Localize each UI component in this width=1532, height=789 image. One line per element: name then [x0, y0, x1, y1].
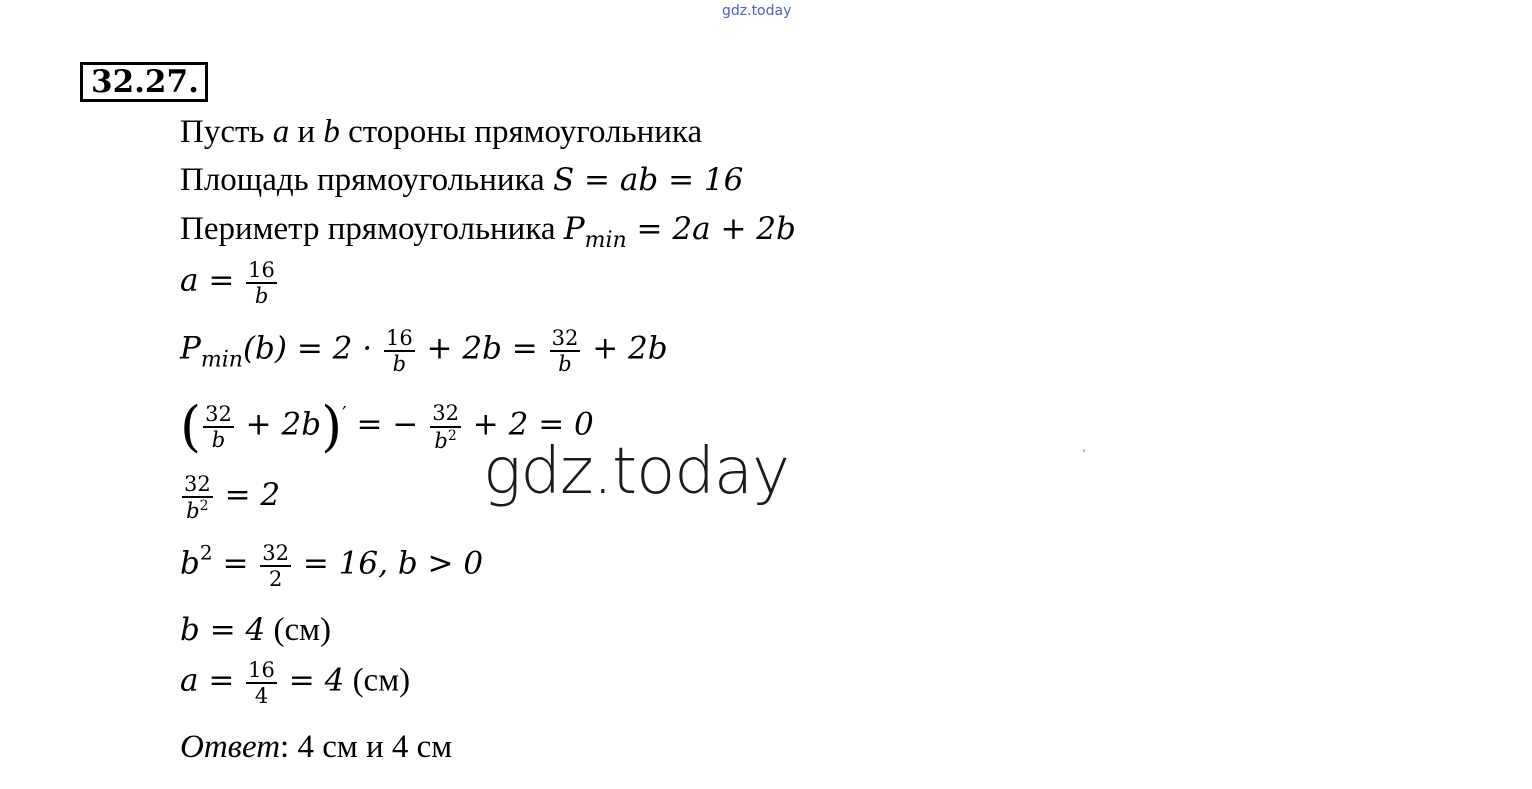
numerator: 16 — [385, 326, 413, 350]
problem-number: 32.27. — [80, 62, 208, 102]
answer-label: Ответ — [180, 729, 281, 765]
equals: = — [198, 262, 245, 299]
text: стороны прямоугольника — [339, 114, 703, 150]
formula: = 16, b > 0 — [293, 545, 484, 582]
numerator: 16 — [248, 258, 275, 282]
line-5 — [180, 326, 668, 376]
answer-text: : 4 см и 4 см — [280, 729, 453, 765]
numerator: 32 — [205, 401, 232, 426]
left-paren: ( — [180, 395, 202, 458]
numerator: 32 — [184, 472, 211, 496]
denominator: b — [550, 350, 581, 376]
formula: = 4 — [278, 662, 345, 699]
fraction — [430, 401, 461, 452]
formula: b = 4 — [180, 612, 266, 648]
formula: S = ab = 16 — [552, 162, 744, 198]
text: Периметр прямоугольника — [180, 211, 564, 247]
line-1 — [180, 116, 702, 149]
fraction — [246, 258, 277, 308]
formula: = — [212, 545, 259, 582]
denominator: b — [384, 350, 415, 376]
unit: (см) — [265, 612, 332, 648]
unit: (см) — [344, 662, 411, 699]
line-4 — [180, 258, 279, 308]
den-exponent: 2 — [199, 498, 209, 515]
watermark-top: gdz.today — [722, 3, 792, 19]
formula: = − — [346, 406, 429, 443]
line-7 — [180, 472, 280, 523]
numerator: 32 — [432, 401, 459, 426]
line-2 — [180, 164, 743, 197]
subscript: min — [584, 228, 627, 253]
stray-mark: ' — [1083, 446, 1086, 460]
line-10 — [180, 658, 410, 708]
formula: + 2 = 0 — [462, 406, 594, 443]
line-3 — [180, 213, 796, 252]
formula: a = — [180, 662, 245, 699]
denominator: 2 — [260, 565, 291, 591]
numerator: 32 — [551, 326, 579, 350]
var-a: a — [272, 114, 290, 150]
formula: + 2b — [582, 330, 668, 367]
den-base: b — [186, 499, 200, 524]
var-b: b — [180, 545, 200, 582]
var-a: a — [180, 262, 199, 299]
formula: = 2a + 2b — [626, 211, 796, 247]
text: и — [289, 114, 324, 150]
denominator: b — [246, 282, 277, 308]
exponent: 2 — [199, 540, 213, 565]
right-paren: ) — [321, 395, 343, 458]
var-P: P — [180, 330, 201, 367]
numerator: 16 — [248, 658, 275, 682]
text: Пусть — [180, 114, 273, 150]
line-9 — [180, 614, 331, 647]
var-b: b — [323, 114, 340, 150]
denominator — [182, 496, 213, 523]
denominator: 4 — [246, 682, 277, 708]
line-8 — [180, 541, 483, 591]
var-P: P — [563, 211, 585, 247]
fraction — [550, 326, 581, 376]
formula: + 2b = — [416, 330, 548, 367]
formula: = 2 — [214, 477, 281, 514]
denominator: b — [203, 426, 234, 452]
prime: ′ — [342, 401, 347, 426]
denominator — [430, 426, 461, 453]
den-exponent: 2 — [447, 427, 457, 444]
subscript: min — [200, 347, 243, 373]
fraction — [260, 541, 291, 591]
numerator: 32 — [262, 541, 290, 565]
formula: (b) = 2 · — [242, 330, 382, 367]
text: Площадь прямоугольника — [180, 162, 553, 198]
answer-line — [180, 731, 452, 764]
formula: + 2b — [235, 406, 322, 443]
fraction — [384, 326, 415, 376]
fraction — [182, 472, 213, 523]
fraction — [246, 658, 277, 708]
fraction — [203, 402, 234, 452]
den-base: b — [434, 428, 448, 453]
watermark-center: gdz.today — [483, 435, 789, 509]
